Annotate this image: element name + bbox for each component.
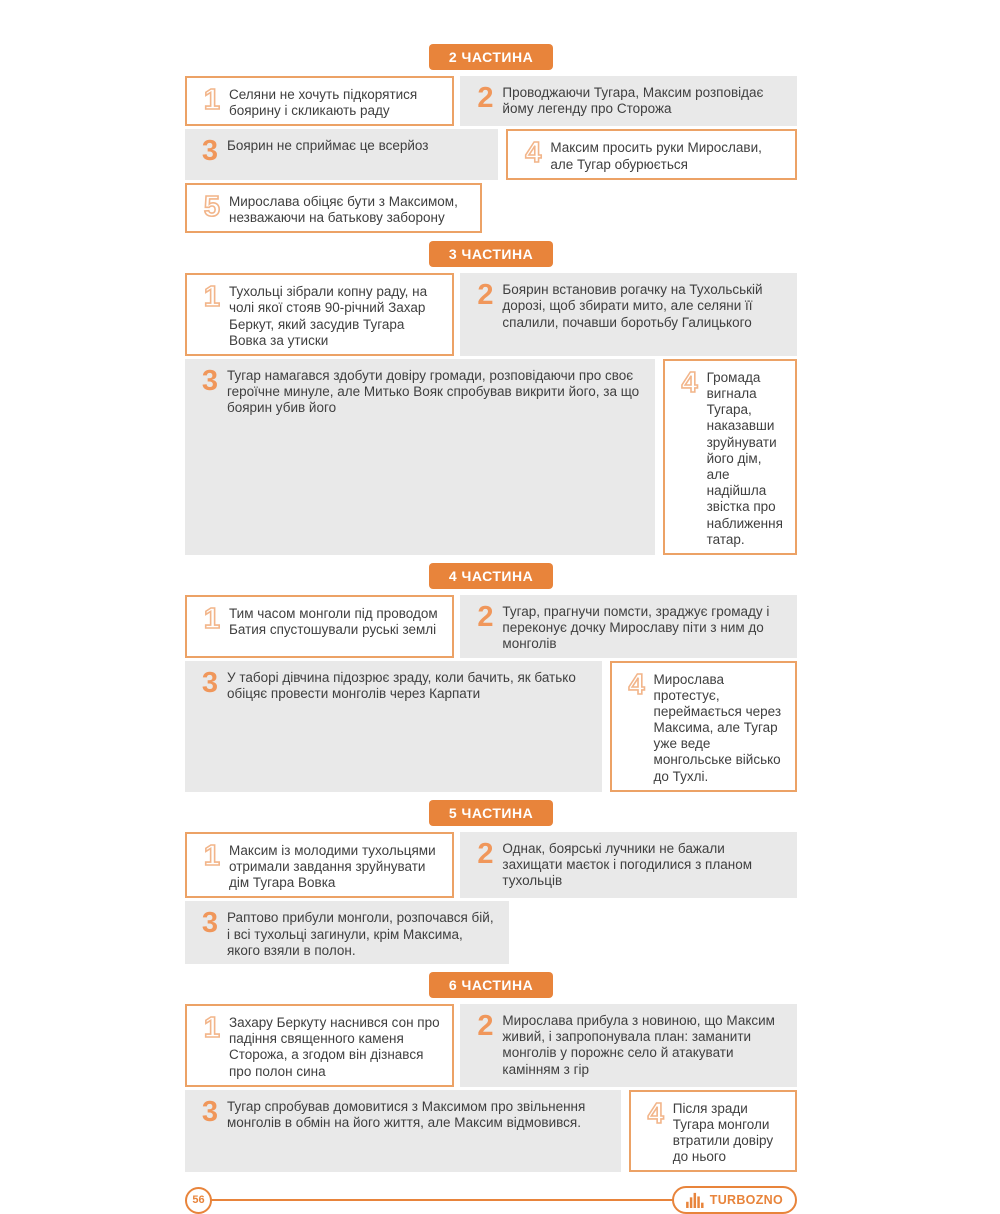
- page-number-badge: 56: [185, 1187, 212, 1214]
- section-row: [185, 595, 797, 658]
- story-item: [185, 129, 498, 179]
- section-row: [185, 129, 797, 179]
- item-number: 2: [477, 279, 494, 312]
- item-text: Тугар намагався здобути довіру громади, розповідаючи про своє героїчне минуле, але Митько Вояк спробував викрити його, за що боярин убив його: [227, 367, 640, 416]
- item-text: У таборі дівчина підозрює зраду, коли бачить, як батько обіцяє провести монголів через Карпати: [227, 669, 576, 701]
- section-title-badge: 6 ЧАСТИНА: [429, 972, 553, 998]
- footer-divider-line: [211, 1199, 673, 1201]
- item-text: Мирослава обіцяє бути з Максимом, незважаючи на батькову заборону: [229, 193, 458, 225]
- story-item: [185, 901, 509, 964]
- item-text: Тим часом монголи під проводом Батия спустошували руські землі: [229, 605, 438, 638]
- section-title-badge: 2 ЧАСТИНА: [429, 44, 553, 70]
- section-title-badge: 5 ЧАСТИНА: [429, 800, 553, 826]
- item-number: 4: [525, 137, 542, 170]
- story-item: [185, 595, 454, 658]
- item-number: 1: [203, 84, 221, 116]
- story-item: [610, 661, 797, 792]
- section-row: [185, 832, 797, 899]
- bar-chart-icon: [686, 1192, 704, 1208]
- section-row: [185, 661, 797, 792]
- item-number: 4: [681, 366, 698, 399]
- item-text: Мирослава протестує, переймається через Максима, але Тугар уже веде монгольське військо до Тухлі.: [653, 671, 782, 784]
- section-row: [185, 901, 797, 964]
- item-number: 3: [201, 135, 219, 168]
- item-number: 1: [203, 281, 221, 314]
- section-row: [185, 273, 797, 356]
- story-item: [460, 1004, 797, 1087]
- item-text: Проводжаючи Тугара, Максим розповідає йому легенду про Сторожа: [502, 85, 764, 117]
- section-title-badge: 4 ЧАСТИНА: [429, 563, 553, 589]
- brand-logo: [672, 1186, 797, 1214]
- section-row: [185, 359, 797, 555]
- item-text: Мирослава прибула з новиною, що Максим живий, і запропонувала план: заманити монголів у порожнє село й атакувати камінням з гір: [502, 1012, 775, 1077]
- item-text: Однак, боярські лучники не бажали захищати маєток і погодилися з планом тухольців: [502, 840, 752, 889]
- item-number: 3: [201, 1095, 219, 1128]
- story-item: [185, 76, 454, 126]
- item-text: Тухольці зібрали копну раду, на чолі якої стояв 90-річний Захар Беркут, який засудив Тугара Вовка за утиски: [229, 284, 428, 348]
- item-number: 5: [203, 190, 221, 223]
- section-row: [185, 1004, 797, 1087]
- item-text: Тугар, прагнучи помсти, зраджує громаду і переконує дочку Мирославу піти з ним до монголів: [502, 603, 770, 652]
- item-text: Раптово прибули монголи, розпочався бій, і всі тухольці загинули, крім Максима, якого взяли в полон.: [227, 910, 494, 958]
- section-row: [185, 76, 797, 126]
- section-title-badge: 3 ЧАСТИНА: [429, 241, 553, 267]
- item-number: 1: [203, 1011, 221, 1044]
- story-item: [663, 359, 797, 555]
- page-footer: [185, 1186, 797, 1214]
- story-item: [185, 183, 482, 233]
- story-item: [185, 1004, 454, 1087]
- story-item: [460, 273, 797, 356]
- item-text: Захару Беркуту наснився сон про падіння священного каменя Сторожа, а згодом він дізнався про полон сина: [229, 1014, 440, 1079]
- item-text: Боярин не сприймає це всерйоз: [227, 138, 429, 154]
- item-number: 2: [477, 82, 494, 114]
- section-row: [185, 183, 797, 233]
- item-number: 3: [201, 907, 219, 940]
- story-item: [185, 661, 602, 792]
- item-number: 2: [477, 600, 494, 633]
- item-number: 3: [201, 364, 219, 397]
- item-number: 2: [477, 1009, 494, 1042]
- section-row: [185, 1090, 797, 1173]
- item-text: Боярин встановив рогачку на Тухольській дорозі, щоб збирати мито, але селяни її спалили, почавши боротьбу Галицького: [502, 282, 763, 330]
- story-item: [185, 832, 454, 899]
- item-text: Громада вигнала Тугара, наказавши зруйнувати його дім, але надійшла звістка про наближення татар.: [706, 369, 783, 547]
- item-text: Після зради Тугара монголи втратили довіру до нього: [672, 1100, 774, 1165]
- item-text: Тугар спробував домовитися з Максимом про звільнення монголів в обмін на його життя, але Максим відмовився.: [227, 1098, 586, 1130]
- story-item: [460, 76, 797, 126]
- item-number: 2: [477, 837, 494, 870]
- item-number: 1: [203, 602, 221, 635]
- worksheet-page: [185, 0, 797, 1214]
- story-item: [629, 1090, 797, 1173]
- item-text: Максим із молодими тухольцями отримали завдання зруйнувати дім Тугара Вовка: [229, 842, 436, 891]
- story-item: [185, 273, 454, 356]
- item-text: Максим просить руки Мирослави, але Тугар обурюється: [550, 140, 762, 172]
- story-item: [460, 832, 797, 899]
- item-number: 4: [628, 668, 645, 701]
- story-item: [185, 1090, 621, 1173]
- story-item: [506, 129, 797, 179]
- story-item: [460, 595, 797, 658]
- item-number: 4: [647, 1097, 664, 1130]
- item-number: 1: [203, 839, 221, 872]
- item-number: 3: [201, 666, 219, 699]
- story-item: [185, 359, 655, 555]
- item-text: Селяни не хочуть підкорятися боярину і скликають раду: [229, 87, 418, 119]
- brand-name: TURBOZNO: [709, 1193, 783, 1208]
